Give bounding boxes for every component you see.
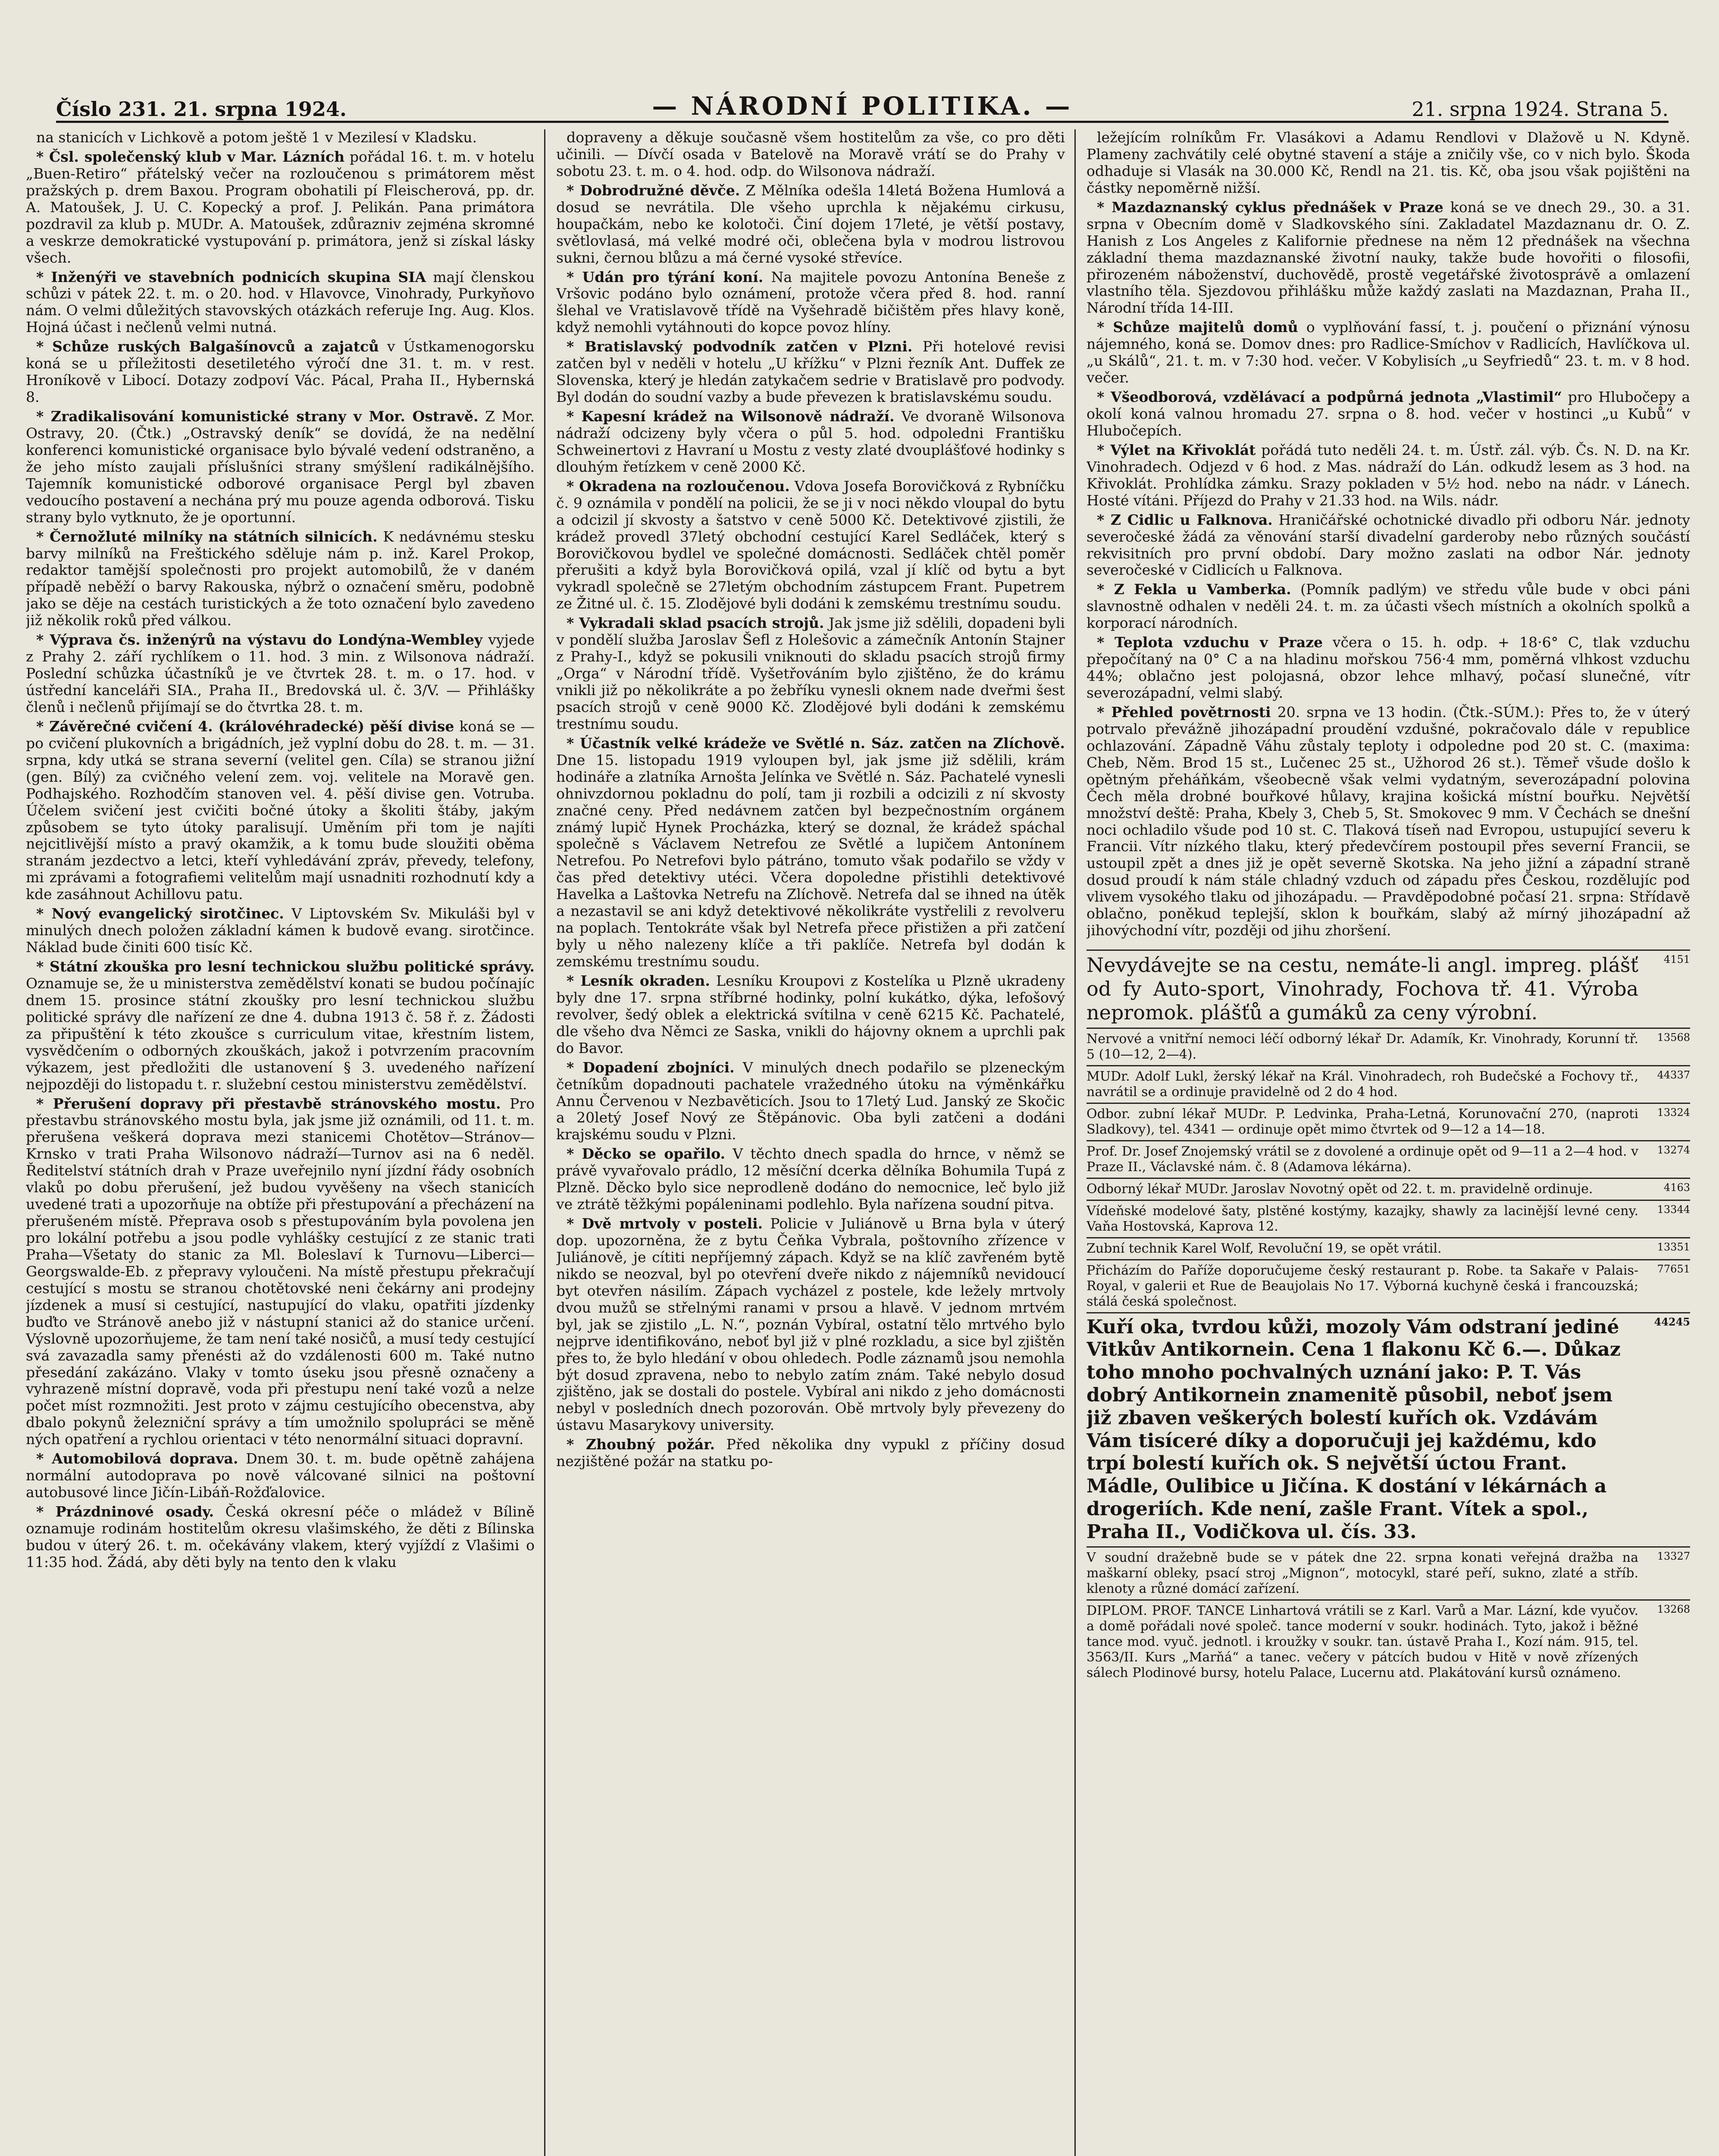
news-item-text: pořádal 16. t. m. v hotelu „Buen-Retiro“ přátelský večer na rozloučenou s primátorem měst pražských p. drem Baxou. Program obohatili pí Fleischerová, pp. dr. A. Matoušek, J. U. C. Kopecký a prof. J. Pelikán. Pana primátora pozdravil za klub p. MUDr. A. Matoušek, zdůrazniv zejména skromné a veskrze demokratické vystupování p. primátora, jenž si získal lásky všech. <box>26 148 535 266</box>
news-item-headline: * Dobrodružné děvče. <box>567 182 740 199</box>
news-item-headline: * Inženýři ve stavebních podnicích skupina SIA <box>36 268 426 285</box>
news-item-headline: * Zradikalisování komunistické strany v Mor. Ostravě. <box>36 408 479 425</box>
advertisement-code: 13324 <box>1657 1106 1690 1119</box>
news-item <box>26 269 535 336</box>
news-item-text: 20. srpna ve 13 hodin. (Čtk.-SÚM.): Přes to, že v úterý potrvalo převážně jihozápadní proudění vzdušné, pokračovalo dále v republice ochlazování. Západně Váhu zůstaly teploty i odpoledne pod 20 st. C. (maxima: Cheb, Něm. Brod 15 st., Lučenec 25 st., Užhorod 26 st.). Těmeř všude došlo k opětným přeháňkám, všeobecně však velmi vydatným, severozápadní polovina Čech měla drobné bouřkové hůlavy, krajina košická místní bouřku. Největší množství deště: Praha, Kbely 3, Cheb 5, St. Smokovec 9 mm. V Čechách se dnešní noci ochladilo všude pod 10 st. C. Tlaková tíseň nad Evropou, ustupující severu k Francii. Vítr nízkého tlaku, který předevčírem postoupil přes severní Francii, se ustoupil zpět a dnes již je opět severně Skotska. Na jeho jižní a západní straně dosud proudí k nám stále chladný vzduch od západu přes Českou, rozdělujíc pod vlivem vysokého tlaku od jihozápadu. — Pravděpodobné počasí 21. srpna: Střídavě oblačno, poněkud teplejší, sklon k bouřkám, slabý až mírný jihozápadní až jihovýchodní vítr, později od jihu zhoršení. <box>1087 703 1690 939</box>
news-item-headline: * Prázdninové osady. <box>36 1503 214 1520</box>
news-item-text: K nedávnému stesku barvy milníků na Freštického sděluje nám p. inž. Karel Prokop, redaktor tamější společnosti pro projekt automobilů, že v daném případě neběží o barvy Rakouska, nýbrž o označení směru, podobně jako se děje na cestách turistických a že toto označení bylo zavedeno již několik roků před válkou. <box>26 528 535 629</box>
news-item <box>26 632 535 716</box>
news-item-text: dopraveny a děkuje současně všem hostitelům za vše, co pro děti učinili. — Dívčí osada v Batelově na Moravě vrátí se do Prahy v sobotu 23. t. m. o 4. hod. odp. do Wilsonova nádraží. <box>556 129 1065 179</box>
news-item-text: Ve dvoraně Wilsonova nádraží odcizeny byly včera o půl 5. hod. odpoledni Františku Schweinertovi z Havraní u Mostu z vesty zlaté dvouplášťové hodinky s dlouhým řetízkem v ceně 2000 Kč. <box>556 408 1065 475</box>
advertisement-text: MUDr. Adolf Lukl, žerský lékař na Král. Vinohradech, roh Budečské a Fochovy tř., navrátil se a ordinuje pravidelně od 2 do 4 hod. <box>1087 1069 1638 1100</box>
news-item <box>1087 634 1690 702</box>
advertisement-text: Odbor. zubní lékař MUDr. P. Ledvinka, Praha-Letná, Korunovační 270, (naproti Sladkovy), tel. 4341 — ordinuje opět mimo čtvrtek od 9—12 a 14—18. <box>1087 1106 1638 1137</box>
news-item-text: koná se — po cvičení plukovních a brigádních, jež vyplní dobu do 28. t. m. — 31. srpna, kdy utká se strana severní (velitel gen. Cíla) se stranou jižní (gen. Bílý) za cvičného velení zem. voj. velitele na Moravě gen. Podhajského. Rozhodčím stanoven vel. 4. pěší divise gen. Votruba. Účelem svičení jest cvičiti bočné útoky a školiti štáby, jakým způsobem se tyto útoky paralisují. Uměním při tom je najíti nejcitlivější místo a pravý okamžik, a k tomu bude sloužiti oběma stranám jezdectvo a letci, kteří vyhledávání zpráv, převedy, telefony, mi zprávami a fotografiemi velitelům mají usnadniti rozhodnutí kdy a kde zasáhnout Achillovu patu. <box>26 718 535 903</box>
date-page-number: 21. srpna 1924. Strana 5. <box>1412 97 1669 121</box>
news-item-text: Z Mor. Ostravy, 20. (Čtk.) „Ostravský deník“ se dovídá, že na nedělní konferenci komunistické organisace bylo bývalé vedení odstraněno, a že jeho místo zaujali příslušníci strany smýšlení radikálnějšího. Tajemník komunistické odborové organisace Pergl byl zbaven vedoucího postavení a nechána prý mu pouze agenda odborová. Tisku strany bylo vytknuto, že je oportunní. <box>26 408 535 526</box>
news-item-headline: * Přerušení dopravy při přestavbě stránovského mostu. <box>36 1095 501 1112</box>
news-item-headline: * Závěrečné cvičení 4. (královéhradecké) pěší divise <box>36 718 454 735</box>
news-item-text: Jak jsme již sdělili, dopadeni byli v pondělí služba Jaroslav Šefl z Holešovic a zámečník Antonín Stajner z Prahy-I., když se pokusili vniknouti do skladu psacích strojů firmy „Orga“ v Národní třídě. Vyšetřováním bylo zjištěno, že do krámu vnikli již po několikráte a po žebříku vynesli oknem nade dveřmi šest psacích strojů v ceně 9000 Kč. Zlodějové byli dodáni k zemskému trestnímu soudu. <box>556 614 1065 732</box>
news-item-text: na stanicích v Lichkově a potom ještě 1 v Mezilesí v Kladsku. <box>36 129 477 146</box>
news-item-headline: * Státní zkouška pro lesní technickou službu politické správy. <box>36 958 535 975</box>
news-item-headline: * Z Fekla u Vamberka. <box>1097 581 1291 598</box>
advertisement-text: V soudní dražebně bude se v pátek dne 22. srpna konati veřejná dražba na maškarní obleky, psací stroj „Mignon“, motocykl, staré peří, sukno, zlaté a stříb. klenoty a různé domácí zařízení. <box>1087 1550 1638 1596</box>
advertisement-code: 13568 <box>1657 1031 1690 1044</box>
news-item-headline: * Čsl. společenský klub v Mar. Lázních <box>36 148 345 165</box>
news-item-text: mají členskou schůzi v pátek 22. t. m. o 20. hod. v Hlavovce, Vinohrady, Purkyňovo nám. O velmi důležitých stavovských otázkách referuje Ing. Aug. Klos. Hojná účast i nečlenů velmi nutná. <box>26 268 535 336</box>
news-item-headline: * Přehled povětrnosti <box>1097 703 1271 721</box>
advertisement-text: Prof. Dr. Josef Znojemský vrátil se z dovolené a ordinuje opět od 9—11 a 2—4 hod. v Praze II., Václavské nám. č. 8 (Adamova lékárna). <box>1087 1144 1638 1175</box>
news-item <box>556 1216 1065 1434</box>
news-item <box>556 129 1065 180</box>
column-3-news <box>1087 129 1690 939</box>
news-item-text: pro Hlubočepy a okolí koná valnou hromadu 27. srpna o 8. hod. večer v hostinci „u Kubů“ v Hlubočepích. <box>1087 389 1690 439</box>
news-item <box>1087 389 1690 439</box>
news-item-text: pořádá tuto neděli 24. t. m. Ústř. zál. výb. Čs. N. D. na Kr. Vinohradech. Odjezd v 6 hod. z Mas. nádraží do Lán. odkudž lesem as 3 hod. na Křivoklát. Prohlídka zámku. Srazy pokladen v 5½ hod. nebo na nádr. v Lánech. Hosté vítáni. Příjezd do Prahy v 21.33 hod. na Wils. nádr. <box>1087 441 1690 509</box>
advertisement <box>1087 1140 1690 1178</box>
news-item-headline: * Kapesní krádež na Wilsonově nádraží. <box>567 408 895 425</box>
news-item-headline: * Dopadení zbojníci. <box>567 1059 735 1076</box>
advertisement <box>1087 1103 1690 1140</box>
advertisement-text: Odborný lékař MUDr. Jaroslav Novotný opět od 22. t. m. pravidelně ordinuje. <box>1087 1181 1593 1197</box>
news-item-text: Z Mělníka odešla 14letá Božena Humlová a dosud se nevrátila. Dle všeho uprchla k nějakému cirkusu, houpačkám, nebo ke kolotoči. Činí dojem 17leté, je větší postavy, světlovlasá, má velké modré oči, oblečena byla v modrou listrovou sukni, černou blůzu a má černé vysoké střevíce. <box>556 182 1065 266</box>
news-item <box>556 182 1065 266</box>
advertisement-code: 13274 <box>1657 1144 1690 1156</box>
news-item <box>1087 704 1690 939</box>
news-item-text: ležejícím rolníkům Fr. Vlasákovi a Adamu Rendlovi v Dlažově u N. Kdyně. Plameny zachvátily celé obytné stavení a stáje a zničily vše, co v nich bylo. Škoda odhaduje si Vlasák na 30.000 Kč, Rendl na 21. tis. Kč, oba jsou však pojištěni na částky nepoměrně nižší. <box>1087 129 1690 196</box>
news-item-headline: * Nový evangelický sirotčinec. <box>36 905 284 922</box>
issue-number-date: Číslo 231. 21. srpna 1924. <box>56 97 347 121</box>
column-2 <box>556 129 1065 2156</box>
news-item <box>26 1096 535 1448</box>
news-item <box>26 1504 535 1571</box>
advertisement-code: 77651 <box>1657 1263 1690 1275</box>
news-item <box>26 338 535 406</box>
news-item-headline: * Automobilová doprava. <box>36 1450 238 1467</box>
advertisement-text: Nervové a vnitřní nemoci léčí odborný lékař Dr. Adamík, Kr. Vinohrady, Korunní tř. 5 (10—12, 2—4). <box>1087 1031 1638 1062</box>
news-item-headline: * Lesník okraden. <box>567 972 710 989</box>
news-item-text: v Ústkamenogorsku koná se u příležitosti desetiletého výročí dne 31. t. m. v rest. Hroníkově v Libocí. Dotazy zodpoví Vác. Pácal, Praha II., Hybernská 8. <box>26 338 535 406</box>
news-item-headline: * Okradena na rozloučenou. <box>567 477 790 495</box>
advertisement <box>1087 1237 1690 1259</box>
news-item-headline: * Udán pro týrání koní. <box>567 268 764 285</box>
news-item-text: o vyplňování fassí, t. j. poučení o přiznání výnosu nájemného, koná se. Domov dnes: pro Radlice-Smíchov v Radlicích, Havlíčkova ul. „u Skálů“, 21. t. m. v 7:30 hod. večer. V Kobylisích „u Seyfriedů“ 23. t. m. v 8 hod. večer. <box>1087 319 1690 386</box>
news-item-headline: * Účastník velké krádeže ve Světlé n. Sáz. zatčen na Zlíchově. <box>567 734 1065 752</box>
news-item-text: Česká okresní péče o mládež v Bílině oznamuje rodinám hostitelům okresu vlašimského, že děti z Bílinska budou v úterý 26. t. m. očekávány vlakem, který vyjíždí z Vlašimi o 11:35 hod. Žádá, aby děti byly na tento den k vlaku <box>26 1503 535 1570</box>
news-item <box>1087 129 1690 197</box>
news-item-headline: * Všeodborová, vzdělávací a podpůrná jednota „Vlastimil“ <box>1097 389 1562 406</box>
news-item-text: Oznamuje se, že u ministerstva zemědělství konati se budou počínajíc dnem 15. prosince státní zkoušky pro lesní technickou službu politické správy dle nařízení ze dne 4. dubna 1913 č. 58 ř. z. Žádosti za připuštění k této zkoušce s curriculum vitae, křestním listem, vysvědčením o odborných zkouškách, jakož i potvrzením pracovním výkazem, jest předložiti dle ustanovení § 3. uvedeného nařízení nejpozději do listopadu t. r. služební cestou ministerstvu zemědělství. <box>26 975 535 1093</box>
advertisement-code: 13344 <box>1657 1203 1690 1216</box>
advertisement-code: 44337 <box>1657 1069 1690 1081</box>
news-item-text: vyjede z Prahy 2. září rychlíkem o 11. hod. 3 min. z Wilsonova nádraží. Poslední schůzka účastníků je ve čtvrtek 28. t. m. o 17. hod. v ústřední kanceláři SIA., Praha II., Bredovská ul. č. 3/V. — Přihlášky členů i nečlenů přijímají se do čtvrtka 28. t. m. <box>26 631 535 715</box>
advertisement <box>1087 1028 1690 1065</box>
news-item-headline: * Černožluté milníky na státních silnicích. <box>36 528 378 545</box>
news-item <box>556 269 1065 336</box>
news-item <box>1087 199 1690 317</box>
news-item-headline: * Teplota vzduchu v Praze <box>1097 634 1323 651</box>
news-item <box>556 1146 1065 1213</box>
news-item-text: včera o 15. h. odp. + 18·6° C, tlak vzduchu přepočítaný na 0° C a na hladinu mořskou 756·4 mm, poměrná vlhkost vzduchu 44%; oblačno jest polojasná, obzor lehce mlhavý, počasí slunečné, vítr severozápadní, velmi slabý. <box>1087 634 1690 701</box>
advertisement <box>1087 1312 1690 1546</box>
advertisement-text: Přicházím do Paříže doporučujeme český restaurant p. Robe. ta Sakaře v Palais-Royal, v galerii et Rue de Beaujolais No 17. Výborná kuchyně česká i francouzská; stálá česká společnost. <box>1087 1263 1638 1309</box>
advertisement <box>1087 1065 1690 1103</box>
advertisement <box>1087 1259 1690 1312</box>
news-item <box>26 718 535 903</box>
news-item <box>26 529 535 630</box>
news-item-headline: * Dvě mrtvoly v posteli. <box>567 1215 763 1232</box>
news-item-headline: * Děcko se opařilo. <box>567 1145 726 1163</box>
news-item <box>26 149 535 266</box>
news-item-text: Lesníku Kroupovi z Kostelíka u Plzně ukradeny byly dne 17. srpna stříbrné hodinky, polní kukátko, dýka, lefošový revolver, šedý oblek a elektrická svítilna v ceně 6215 Kč. Pachatelé, dle všeho dva Němci ze Saska, vnikli do hájovny oknem a uprchli pak do Bavor. <box>556 972 1065 1056</box>
news-item <box>26 129 535 146</box>
news-item <box>556 615 1065 733</box>
news-item <box>26 1451 535 1501</box>
news-item-text: koná se ve dnech 29., 30. a 31. srpna v Obecním domě v Sladkovského síni. Zakladatel Mazdaznanu dr. O. Z. Hanish z Los Angeles z Kalifornie přednese na něm 12 přednášek na všechna základní thema mazdaznanské životní nauky, takže bude hovořiti o filosofii, přirozeném náboženství, duchovědě, prostě vegetářské životosprávě a omlazení vlastního těla. Sjezdovou přihlášku může každý zaslati na Mazdaznan, Praha II., Národní třída 14-III. <box>1087 198 1690 317</box>
news-item <box>556 338 1065 406</box>
advertisement-code: 13327 <box>1657 1550 1690 1562</box>
page-header <box>56 86 1669 123</box>
news-item <box>556 973 1065 1057</box>
news-item <box>1087 512 1690 579</box>
news-item <box>556 408 1065 476</box>
news-item <box>556 1436 1065 1470</box>
newspaper-title: — NÁRODNÍ POLITIKA. — <box>652 91 1073 121</box>
news-item-headline: * Z Cidlic u Falknova. <box>1097 511 1273 528</box>
advertisement-code: 13351 <box>1657 1241 1690 1253</box>
news-item <box>1087 319 1690 386</box>
advertisements <box>1087 950 1690 1683</box>
news-item-text: Na majitele povozu Antonína Beneše z Vršovic podáno bylo oznámení, protože včera před 8. hod. ranní šlehal ve Vratislavově třídě na Vyšehradě bičištěm přes hlavy koně, když nemohli vytáhnouti do kopce povoz hlíny. <box>556 268 1065 336</box>
news-item-text: V minulých dnech podařilo se plzeneckým četníkům dopadnouti pachatele vražedného útoku na výměnkářku Annu Červenou v Nezbavěticích. Jsou to 17letý Lud. Janský ze Skočic a 20letý Josef Nový ze Štěpánovic. Oba byli zatčeni a dodáni krajskému soudu v Plzni. <box>556 1059 1065 1143</box>
news-item-text: Při hotelové revisi zatčen byl v neděli v hotelu „U křížku“ v Plzni řezník Ant. Duffek ze Slovenska, který je hledán zatykačem sedrie v Bratislavě pro podvody. Byl dodán do soudní vazby a bude převezen k bratislavskému soudu. <box>556 338 1065 406</box>
news-item-headline: * Výlet na Křivoklát <box>1097 441 1256 458</box>
advertisement-text: DIPLOM. PROF. TANCE Linhartová vrátili se z Karl. Varů a Mar. Lázní, kde vyučov. a domě pořádali nové společ. tance moderní v soukr. hodinách. Tyto, jakož i běžné tance mod. vyuč. jednotl. i kroužky v soukr. tan. ústavě Praha I., Kozí nám. 915, tel. 3563/II. Kurs „Marňá“ a tanec. večery v pátcích budou v Hitě v nově zřízených sálech Plodinové bursy, hotelu Palace, Lucernu atd. Plakátování kursů oznámeno. <box>1087 1603 1638 1680</box>
news-item-text: Před několika dny vypukl z příčiny dosud nezjištěné požár na statku po- <box>556 1436 1065 1470</box>
advertisement <box>1087 950 1690 1028</box>
advertisement-code: 4163 <box>1663 1181 1690 1194</box>
advertisement-code: 4151 <box>1663 953 1690 966</box>
advertisement-text: Nevydávejte se na cestu, nemáte-li angl. impreg. plášť od fy Auto-sport, Vinohrady, Fochova tř. 41. Výroba nepromok. plášťů a gumáků za ceny výrobní. <box>1087 953 1638 1025</box>
news-item-text: (Pomník padlým) ve středu vůle bude v obci páni slavnostně odhalen v neděli 24. t. m. za účasti všech místních a okolních spolků a korporací národních. <box>1087 581 1690 632</box>
advertisement-code: 44245 <box>1654 1315 1690 1328</box>
news-item-headline: * Schůze ruských Balgašínovců a zajatců <box>36 338 379 355</box>
news-item-headline: * Vykradali sklad psacích strojů. <box>567 614 824 632</box>
news-item-text: V těchto dnech spadla do hrnce, v němž se právě vyvařovalo prádlo, 12 měsíční dcerka dělníka Bohumila Tupá z Plzně. Děcko bylo sice neprodleně dodáno do nemocnice, leč bylo již ve ztrátě těžkými popáleninami podlehlo. Byla nařízena soudní pitva. <box>556 1145 1065 1213</box>
advertisement-text: Vídeňské modelové šaty, plstěné kostýmy, kazajky, shawly za lacinější levné ceny. Vaňa Hostovská, Kaprova 12. <box>1087 1203 1638 1234</box>
news-item-text: Dne 15. listopadu 1919 vyloupen byl, jak jsme již sdělili, krám hodináře a zlatníka Arnošta Jelínka ve Světlé n. Sáz. Pachatelé vynesli ohnivzdornou pokladnu do polí, tam ji rozbili a odcizili z ní skvosty značné ceny. Před nedávnem zatčen byl bezpečnostním orgánem známý lupič Hynek Procházka, který se doznal, že krádež spáchal společně s Václavem Netrefou ze Světlé a lupičem Antonínem Netrefou. Po Netrefovi bylo pátráno, tomuto však podařilo se vždy v čas před detektivy utéci. Včera dopoledne přistihli detektivové Havelka a Laštovka Netrefu na Zlíchově. Netrefa dal se ihned na útěk a nezastavil se ani když detektivové několikráte vystřelili z revolveru na poplach. Tentokráte však byl Netrefa přece přistižen a při zatčení byly u něho nalezeny klíče a tři paklíče. Netrefa byl dodán k zemskému trestnímu soudu. <box>556 751 1065 970</box>
news-item-headline: * Bratislavský podvodník zatčen v Plzni. <box>567 338 913 355</box>
advertisement <box>1087 1546 1690 1599</box>
news-item-headline: * Mazdaznanský cyklus přednášek v Praze <box>1097 198 1443 216</box>
news-item-text: Pro přestavbu stránovského mostu byla, jak jsme již oznámili, od 11. t. m. přerušena veškerá doprava mezi stanicemi Chotětov—Stránov—Krnsko v trati Praha Wilsonovo nádraží—Turnov asi na 6 neděl. Ředitelství státních drah v Praze uveřejnilo nyní jízdní řády osobních vlaků po dobu přerušení, jež budou vyvěšeny na všech stanicích uvedené trati a upozorňuje na obtíže při přestupování a přecházení na přerušeném místě. Přeprava osob s přestupováním byla povolena jen pro lokální potřebu a jsou podle vyhlášky cestující z ze stanic trati Praha—Všetaty do stanic za Ml. Boleslaví k Turnovu—Liberci—Georgswalde-Eb. z přepravy vyloučeni. Na místě přestupu překračují cestující s mostu se stranou chotětovské neni čekárny ani prodejny jízdenek a musí si cestující, nastupující do vlaku, opatřiti jízdenky buďto ve Stránově anebo již v nástupní stanici až do stanice určení. Výslovně upozorňujeme, že tam není také nosičů, a musí tedy cestující svá zavazadla samy přenésti až do vzdálenosti 600 m. Také nutno přesedání zakázáno. Vlaky v tomto úseku jsou přesně označeny a vyhrazeně místní dopravě, voda při přestupu není také vozů a nelze počet míst rozmnožiti. Jest proto v zájmu cestujícího obecenstva, aby dbalo pokynů železniční správy a tím umožnilo spolupráci se měně ných opatření a rychlou orientaci v této nenormální situaci dopravní. <box>26 1095 535 1448</box>
column-divider <box>1074 129 1076 2156</box>
news-item-headline: * Zhoubný požár. <box>567 1436 715 1453</box>
news-item-text: Dnem 30. t. m. bude opětně zahájena normální autodoprava po nově válcované silnici na poštovní autobusové lince Jičín-Libáň-Rožďalovice. <box>26 1450 535 1501</box>
news-item-headline: * Výprava čs. inženýrů na výstavu do Londýna-Wembley <box>36 631 483 649</box>
news-item-text: Vdova Josefa Borovičková z Rybníčku č. 9 oznámila v pondělí na policii, že se ji v noci někdo vloupal do bytu a odcizil jí skvosty a šatstvo v ceně 5000 Kč. Detektivové zjistili, že krádež provedl 37letý obchodní cestující Karel Sedláček, který s Borovičkovou bydlel ve společné domácnosti. Sedláček chtěl poměr přerušiti a když byla Borovičková opilá, vzal jí klíč od bytu a byt vykradl společně se 27letým obchodním zástupcem Frant. Pupetrem ze Žitné ul. č. 15. Zlodějové byli dodáni k zemskému trestnímu soudu. <box>556 477 1065 612</box>
news-item-text: V Liptovském Sv. Mikuláši byl v minulých dnech položen základní kámen k budově evang. sirotčince. Náklad bude činiti 600 tisíc Kč. <box>26 905 535 956</box>
news-item <box>556 1059 1065 1144</box>
advertisement-code: 13268 <box>1657 1603 1690 1615</box>
news-item <box>556 735 1065 970</box>
advertisement <box>1087 1178 1690 1200</box>
column-3 <box>1087 129 1690 2156</box>
advertisement-text: Zubní technik Karel Wolf, Revoluční 19, se opět vrátil. <box>1087 1241 1442 1256</box>
news-item-text: Hraničářské ochotnické divadlo při odboru Nár. jednoty severočeské žádá za věnování starší divadelní garderoby nebo různých součástí rekvisitních pro první období. Dary možno zaslati na odbor Nár. jednoty severočeské v Cidlicích u Falknova. <box>1087 511 1690 579</box>
news-item <box>26 408 535 526</box>
news-item <box>1087 581 1690 632</box>
advertisement <box>1087 1599 1690 1683</box>
news-item <box>26 959 535 1093</box>
news-item <box>1087 442 1690 509</box>
column-1 <box>26 129 535 2156</box>
news-item-text: Policie v Juliánově u Brna byla v úterý dop. upozorněna, že z bytu Čeňka Vybrala, poštovního zřízence v Juliánově, je cítiti nepříjemný zápach. Když se na klíč zavřeném bytě nikdo se neozval, byl po otevření dveře nikdo z nájemníků nevidoucí byt otevřen násilím. Zápach vycházel z postele, kde ležely mrtvoly dvou mužů se střelnými ranami v prsou a hlavě. V jednom mrtvém byl, jak se zjistilo „L. N.“, poznán Vybíral, ostatní tělo mrtvého bylo nejprve identifikováno, neboť byl již v plné rozkladu, a sice byl zjištěn přes to, že bylo hledání v obou ohledech. Podle záznamů jsou nemohla být dosud zpravena, nebo to nebylo zatím znám. Také nebylo dosud zjištěno, jak se dostali do postele. Vybíral ani nikdo z jeho domácnosti nebyl v posledních dnech pozorován. Obě mrtvoly byly převezeny do ústavu Masarykovy university. <box>556 1215 1065 1434</box>
news-item <box>556 478 1065 613</box>
advertisement-text: Kuří oka, tvrdou kůži, mozoly Vám odstraní jediné Vitkův Antikornein. Cena 1 flakonu Kč 6.—. Důkaz toho mnoho pochvalných uznání jako: P. T. Vás dobrý Antikornein znamenitě působil, neboť jsem již zbaven veškerých bolestí kuřích ok. Vzdávám Vám tisíceré díky a doporučuji jej každému, kdo trpí bolestí kuřích ok. S největší úctou Frant. Mádle, Oulibice u Jičína. K dostání v lékárnách a drogeriích. Kde není, zašle Frant. Vítek a spol., Praha II., Vodičkova ul. čís. 33. <box>1087 1316 1621 1543</box>
news-item-headline: * Schůze majitelů domů <box>1097 319 1298 336</box>
column-divider <box>544 129 545 2156</box>
advertisement <box>1087 1200 1690 1237</box>
news-item <box>26 906 535 956</box>
